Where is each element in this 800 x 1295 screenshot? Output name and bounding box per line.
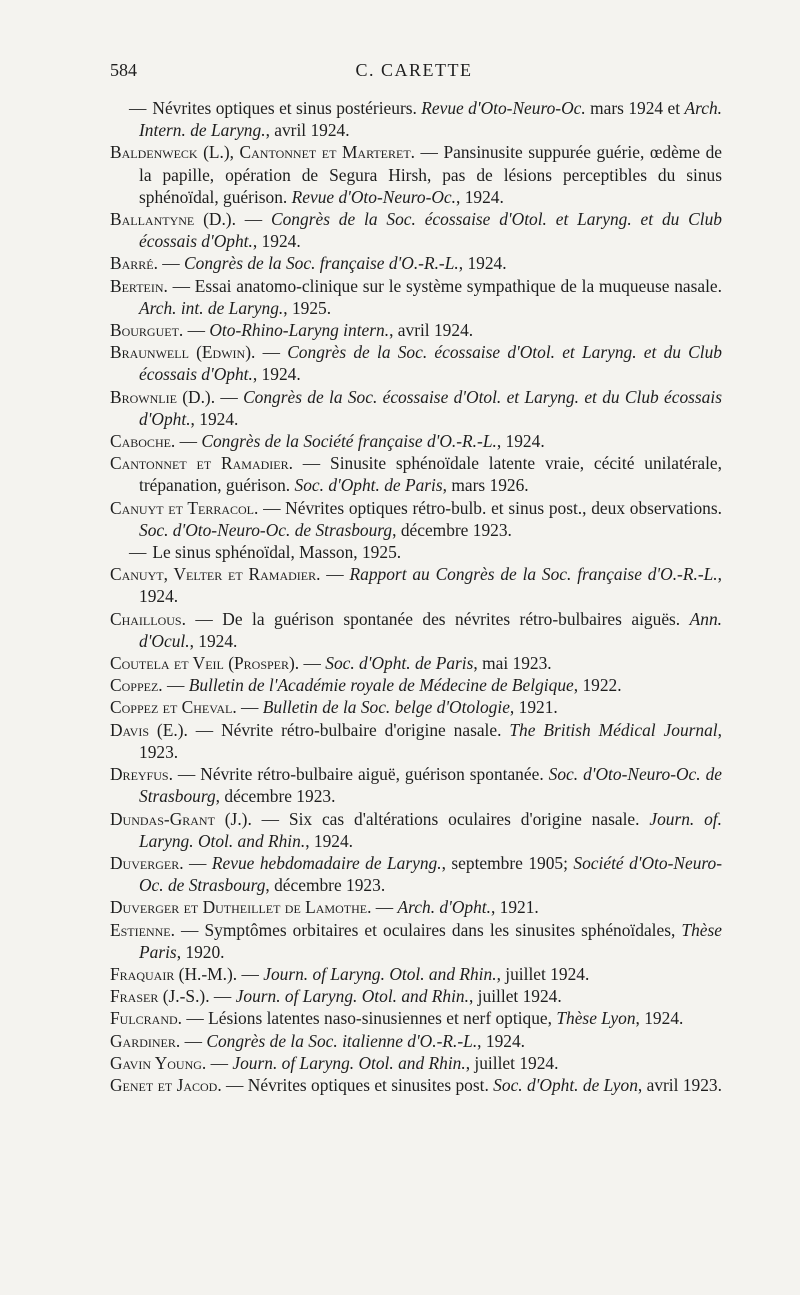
entry-author: Duverger et Dutheillet de Lamothe. xyxy=(110,897,372,918)
entry-author: Baldenweck (L.), Cantonnet et Marteret. xyxy=(110,142,416,163)
page-header xyxy=(110,60,718,86)
bibliography-entry xyxy=(110,1030,722,1052)
bibliography-entry xyxy=(110,275,722,319)
entry-tail: , 1921. xyxy=(490,897,539,918)
bibliography-entry xyxy=(110,208,722,252)
bibliography-entry xyxy=(110,852,722,896)
entry-tail: , 1920. xyxy=(176,941,225,962)
entry-venue: Congrès de la Soc. écossaise d'Otol. et Laryng. et du Club écossais d'Opht. xyxy=(139,342,722,385)
entry-text: Le sinus sphénoïdal, Masson, 1925. xyxy=(148,542,402,563)
bibliography-entry xyxy=(110,541,722,563)
entry-author: Gardiner. xyxy=(110,1030,181,1051)
bibliography-entry xyxy=(110,608,722,652)
entry-text: — Pansinusite suppurée guérie, œdème de la papille, opération de Segura Hirsh, pas de lésions perceptibles du sinus sphénoïdal, guérison. xyxy=(139,142,722,207)
entry-venue: Ann. d'Ocul. xyxy=(139,608,722,651)
entry-venue: The British Médical Journal xyxy=(509,719,718,740)
entry-venue: Soc. d'Opht. de Paris xyxy=(294,475,443,496)
entry-author: Braunwell (Edwin). xyxy=(110,342,256,363)
entry-text: — xyxy=(209,986,236,1007)
entry-author: — xyxy=(129,542,147,563)
entry-tail: , avril 1923. xyxy=(637,1074,722,1095)
bibliography-entry xyxy=(110,497,722,541)
entry-tail: , 1922. xyxy=(573,675,622,696)
entry-venue: Soc. d'Opht. de Paris xyxy=(325,653,474,674)
entry-author: Bertein. xyxy=(110,275,168,296)
entry-venue: Journ. of Laryng. Otol. and Rhin. xyxy=(263,963,497,984)
entry-author: Chaillous. xyxy=(110,608,186,629)
entry-author: Ballantyne (D.). xyxy=(110,209,236,230)
entry-venue: Soc. d'Oto-Neuro-Oc. de Strasbourg xyxy=(139,519,393,540)
entry-tail: , 1924. xyxy=(458,253,507,274)
entry-tail: , 1924. xyxy=(305,830,354,851)
entry-venue: Société d'Oto-Neuro-Oc. de Strasbourg xyxy=(139,852,722,896)
entry-text: — xyxy=(299,653,326,674)
bibliography-entry xyxy=(110,1074,722,1096)
entry-venue: Congrès de la Société française d'O.-R.-L. xyxy=(201,431,497,452)
bibliography-entry xyxy=(110,97,722,141)
entry-tail: , juillet 1924. xyxy=(468,986,562,1007)
entry-venue: Revue d'Oto-Neuro-Oc. xyxy=(291,186,457,207)
bibliography-entry xyxy=(110,563,722,607)
bibliography-entry xyxy=(110,1007,722,1029)
entry-tail: , 1924. xyxy=(252,231,301,252)
entry-tail: , avril 1924. xyxy=(389,320,474,341)
entry-venue: Journ. of Laryng. Otol. and Rhin. xyxy=(232,1052,466,1073)
entry-text: — xyxy=(371,897,398,918)
entry-tail: , 1924. xyxy=(496,431,545,452)
bibliography-entry xyxy=(110,452,722,496)
entry-tail: , 1923. xyxy=(139,719,723,762)
entry-author: Fraquair (H.-M.). xyxy=(110,963,238,984)
entry-text: — xyxy=(320,564,350,585)
entry-tail: , juillet 1924. xyxy=(496,963,590,984)
entry-text: — xyxy=(162,675,189,696)
entry-text: — xyxy=(206,1052,233,1073)
entry-venue: Journ. of. Laryng. Otol. and Rhin. xyxy=(139,808,722,851)
bibliography-entry xyxy=(110,652,722,674)
entry-tail: , 1921. xyxy=(509,697,558,718)
entry-tail: , juillet 1924. xyxy=(465,1052,559,1073)
entry-text: — xyxy=(157,253,185,274)
entry-tail: , 1924. xyxy=(190,408,239,429)
entry-venue: Rapport au Congrès de la Soc. française d'O.-R.-L. xyxy=(349,564,718,585)
entry-tail: , 1924. xyxy=(456,186,504,207)
entry-venue: Congrès de la Soc. écossaise d'Otol. et Laryng. et du Club écossais d'Opht. xyxy=(139,386,722,429)
entry-text: — xyxy=(237,963,264,984)
entry-text: — xyxy=(183,852,212,873)
entry-text: Névrites optiques et sinus postérieurs. xyxy=(148,98,422,118)
entry-text: — Névrites optiques rétro-bulb. et sinus post., deux observations. xyxy=(258,497,722,518)
bibliography-entry xyxy=(110,341,722,385)
bibliography-entry xyxy=(110,252,722,274)
bibliography-entry xyxy=(110,763,722,807)
entry-author: Fulcrand. xyxy=(110,1008,183,1029)
entry-author: Bourguet. xyxy=(110,320,184,341)
entry-author: Duverger. xyxy=(110,852,184,873)
entry-venue: Soc. d'Opht. de Lyon xyxy=(493,1074,638,1095)
bibliography-entry xyxy=(110,919,722,963)
entry-venue: Arch. d'Opht. xyxy=(397,897,491,918)
bibliography-list xyxy=(110,97,722,1096)
bibliography-entry xyxy=(110,808,722,852)
entry-author: Brownlie (D.). xyxy=(110,386,216,407)
entry-author: Cantonnet et Ramadier. xyxy=(110,453,293,474)
entry-venue: Bulletin de la Soc. belge d'Otologie xyxy=(262,697,510,718)
entry-author: Coppez et Cheval. xyxy=(110,697,237,718)
bibliography-entry xyxy=(110,1052,722,1074)
entry-venue: Arch. Intern. de Laryng. xyxy=(139,98,722,141)
entry-text: — Névrite rétro-bulbaire d'origine nasale. xyxy=(187,719,510,740)
entry-tail: , décembre 1923. xyxy=(392,519,512,540)
entry-text: — xyxy=(183,320,210,341)
entry-author: Caboche. xyxy=(110,431,176,452)
entry-text: — Névrites optiques et sinusites post. xyxy=(221,1074,494,1095)
bibliography-entry xyxy=(110,141,722,208)
entry-tail: , mai 1923. xyxy=(473,653,552,674)
entry-venue: Revue hebdomadaire de Laryng. xyxy=(211,852,442,873)
entry-tail: , septembre 1905; xyxy=(441,852,574,873)
entry-tail: , 1924. xyxy=(477,1030,525,1051)
entry-tail: , 1924. xyxy=(139,564,722,607)
entry-text: — Essai anatomo-clinique sur le système sympathique de la muqueuse nasale. xyxy=(167,275,722,296)
entry-venue: Congrès de la Soc. écossaise d'Otol. et Laryng. et du Club écossais d'Opht. xyxy=(139,209,723,252)
entry-author: Dreyfus. xyxy=(110,764,173,785)
entry-venue: Arch. int. de Laryng. xyxy=(139,297,284,318)
entry-author: Davis (E.). xyxy=(110,719,188,740)
entry-text: — xyxy=(215,386,244,407)
bibliography-entry xyxy=(110,696,722,718)
entry-author: Genet et Jacod. xyxy=(110,1074,222,1095)
entry-author: Coppez. xyxy=(110,675,163,696)
entry-text: — Six cas d'altérations oculaires d'origine nasale. xyxy=(251,808,650,829)
entry-text: — Symptômes orbitaires et oculaires dans les sinusites sphénoïdales, xyxy=(174,919,682,940)
entry-author: Canuyt, Velter et Ramadier. xyxy=(110,564,321,585)
entry-text: — xyxy=(235,209,272,230)
entry-tail: , décembre 1923. xyxy=(215,786,336,807)
entry-venue: Soc. d'Oto-Neuro-Oc. de Strasbourg xyxy=(139,764,722,807)
entry-tail: , avril 1924. xyxy=(265,120,350,141)
entry-venue: Thèse Lyon xyxy=(556,1008,636,1029)
entry-text: — xyxy=(255,342,288,363)
entry-author: — xyxy=(129,98,147,118)
entry-text: — Lésions latentes naso-sinusiennes et nerf optique, xyxy=(182,1008,557,1029)
entry-venue: Revue d'Oto-Neuro-Oc. xyxy=(421,98,586,118)
entry-venue: Thèse Paris xyxy=(139,919,722,962)
entry-venue: Journ. of Laryng. Otol. and Rhin. xyxy=(235,986,469,1007)
entry-venue: Congrès de la Soc. française d'O.-R.-L. xyxy=(184,253,459,274)
entry-author: Estienne. xyxy=(110,919,175,940)
entry-text: — De la guérison spontanée des névrites rétro-bulbaires aiguës. xyxy=(185,608,690,629)
entry-venue: Oto-Rhino-Laryng intern. xyxy=(209,320,390,341)
bibliography-entry xyxy=(110,963,722,985)
entry-author: Barré. xyxy=(110,253,158,274)
entry-tail: mars 1924 et xyxy=(585,98,685,118)
page-number: 584 xyxy=(110,60,137,80)
entry-tail: , 1925. xyxy=(283,297,332,318)
entry-tail: , 1924. xyxy=(189,630,238,651)
entry-author: Gavin Young. xyxy=(110,1052,207,1073)
bibliography-entry xyxy=(110,674,722,696)
entry-text: — Sinusite sphénoïdale latente vraie, cécité unilatérale, trépanation, guérison. xyxy=(139,453,722,496)
bibliography-entry xyxy=(110,319,722,341)
bibliography-entry xyxy=(110,386,722,430)
entry-venue: Bulletin de l'Académie royale de Médecine de Belgique xyxy=(188,675,574,696)
bibliography-entry xyxy=(110,430,722,452)
entry-text: — xyxy=(175,431,202,452)
entry-tail: , 1924. xyxy=(252,364,301,385)
entry-venue: Congrès de la Soc. italienne d'O.-R.-L. xyxy=(206,1030,478,1051)
entry-tail: , 1924. xyxy=(635,1008,684,1029)
bibliography-entry xyxy=(110,985,722,1007)
running-head: C. CARETTE xyxy=(355,60,473,80)
entry-text: — xyxy=(180,1030,207,1051)
entry-author: Coutela et Veil (Prosper). xyxy=(110,653,300,674)
entry-tail: , décembre 1923. xyxy=(265,875,386,896)
bibliography-entry xyxy=(110,896,722,918)
entry-text: — xyxy=(236,697,263,718)
bibliography-entry xyxy=(110,719,722,763)
entry-tail: , mars 1926. xyxy=(442,475,529,496)
entry-author: Canuyt et Terracol. xyxy=(110,497,259,518)
entry-author: Fraser (J.-S.). xyxy=(110,986,210,1007)
entry-text: — Névrite rétro-bulbaire aiguë, guérison spontanée. xyxy=(172,764,549,785)
entry-author: Dundas-Grant (J.). xyxy=(110,808,252,829)
